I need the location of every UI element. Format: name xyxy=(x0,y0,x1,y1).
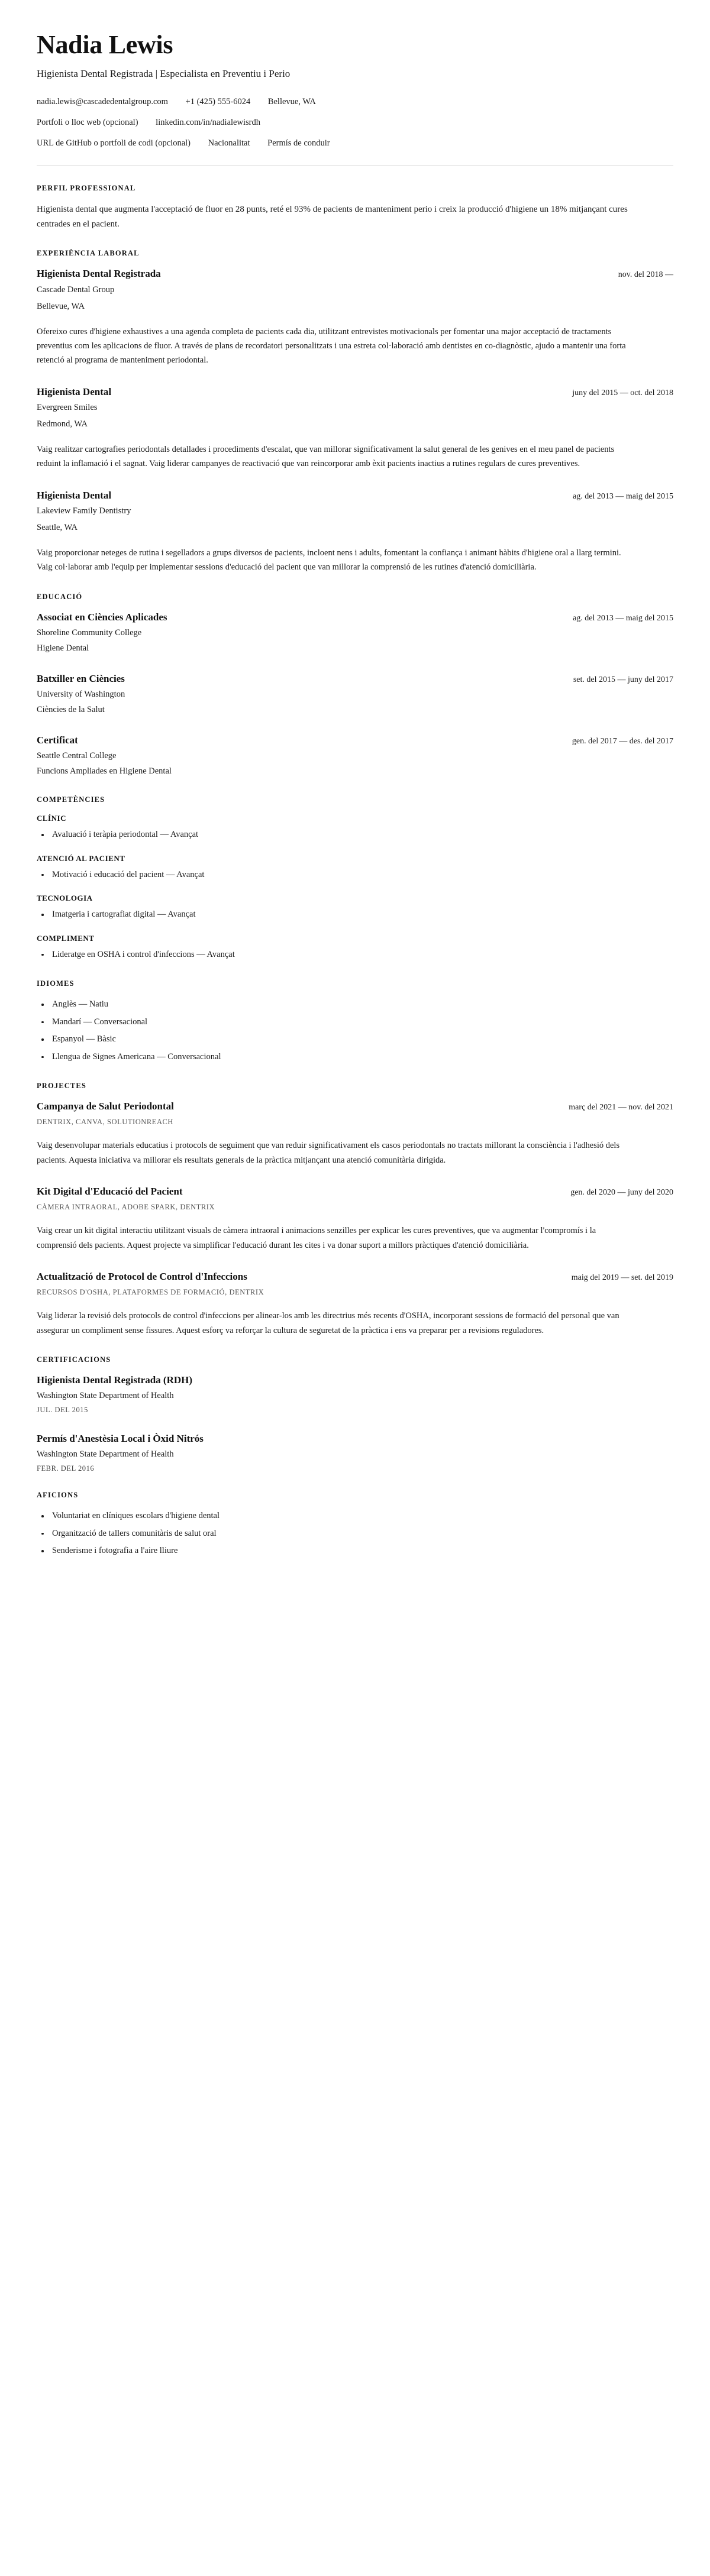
project-date: març del 2021 — nov. del 2021 xyxy=(569,1103,673,1112)
project-description: Vaig crear un kit digital interactiu utilitzant visuals de càmera intraoral i animacions senzilles per explicar les cures preventives, que va augmentar l'compromís i la comprensió dels pacients. Aquest projecte va simplificar l'educació durant les cites i va donar suport a millors pràctiques d'atenció domiciliària. xyxy=(37,1226,596,1250)
field-of-study: Ciències de la Salut xyxy=(37,705,105,715)
education-entry xyxy=(37,734,673,778)
project-entry xyxy=(37,1270,673,1338)
school-name: Seattle Central College xyxy=(37,751,117,761)
section-experience xyxy=(37,249,673,574)
skill-list xyxy=(37,948,673,962)
education-entry xyxy=(37,672,673,716)
degree-name: Batxiller en Ciències xyxy=(37,672,125,684)
entry-header xyxy=(37,1270,673,1283)
project-name: Actualització de Protocol de Control d'Infeccions xyxy=(37,1271,247,1282)
contact-github[interactable]: URL de GitHub o portfoli de codi (opcional) xyxy=(37,138,191,148)
experience-entry xyxy=(37,267,673,367)
language-item: Llengua de Signes Americana — Conversacional xyxy=(37,1050,673,1064)
section-title-interests: AFICIONS xyxy=(37,1491,79,1500)
entry-header xyxy=(37,386,673,399)
job-date: ag. del 2013 — maig del 2015 xyxy=(573,491,673,501)
project-description: Vaig liderar la revisió dels protocols de control d'infeccions per alinear-los amb les directrius més recents d'OSHA, incorporant sessions de formació del personal que van assegurar un compliment sense fissures. Aquest esforç va reforçar la cultura de seguretat de la pràctica i ens va preparar per a revisions reguladores. xyxy=(37,1311,619,1335)
entry-header xyxy=(37,611,673,624)
job-description: Ofereixo cures d'higiene exhaustives a una agenda completa de pacients cada dia, utilitzant entrevistes motivacionals per fomentar una major acceptació de tractaments preventius com les aplicacions de fluor. A través de plans de recordatori personalitzats i una estreta col·laboració amb dentistes en co-diagnòstic, ajudo a mantenir una forta retenció al programa de manteniment periodontal. xyxy=(37,326,626,365)
project-stack: DENTRIX, CANVA, SOLUTIONREACH xyxy=(37,1118,173,1127)
contact-row-1 xyxy=(37,96,673,109)
entry-header xyxy=(37,267,673,280)
entry-header xyxy=(37,1100,673,1113)
skill-list xyxy=(37,828,673,842)
experience-entry xyxy=(37,386,673,471)
contact-block xyxy=(37,96,673,150)
certification-date: JUL. DEL 2015 xyxy=(37,1406,88,1415)
skill-item: Lideratge en OSHA i control d'infeccions — Avançat xyxy=(37,948,673,962)
language-item: Espanyol — Bàsic xyxy=(37,1033,673,1046)
project-entry xyxy=(37,1185,673,1253)
contact-nationality: Nacionalitat xyxy=(208,138,250,148)
field-of-study: Higiene Dental xyxy=(37,643,89,653)
project-date: gen. del 2020 — juny del 2020 xyxy=(570,1188,673,1198)
entry-header xyxy=(37,672,673,685)
certification-entry xyxy=(37,1432,673,1473)
entry-header xyxy=(37,489,673,502)
project-name: Campanya de Salut Periodontal xyxy=(37,1101,174,1112)
skill-group xyxy=(37,814,673,842)
job-role: Higienista Dental xyxy=(37,386,112,397)
contact-linkedin[interactable]: linkedin.com/in/nadialewisrdh xyxy=(156,118,260,128)
degree-date: gen. del 2017 — des. del 2017 xyxy=(572,737,673,746)
job-location: Redmond, WA xyxy=(37,419,88,429)
contact-driving-licence: Permís de conduir xyxy=(267,138,330,148)
job-description: Vaig realitzar cartografies periodontals detallades i procediments d'escalat, que van millorar significativament la salut general de les genives en el meu panel de pacients reduint la inflamació i el sagnat. Vaig liderar campanyes de reactivació que van reincorporar amb èxit pacients inactius a rutines regulars de cures preventives. xyxy=(37,445,615,469)
school-name: Shoreline Community College xyxy=(37,627,142,637)
resume-header xyxy=(37,31,673,150)
certification-entry xyxy=(37,1374,673,1415)
candidate-headline: Higienista Dental Registrada | Especialista en Preventiu i Perio xyxy=(37,67,291,79)
skill-group-name: TECNOLOGIA xyxy=(37,894,93,903)
skill-list xyxy=(37,868,673,882)
certification-name: Higienista Dental Registrada (RDH) xyxy=(37,1374,193,1386)
skill-group xyxy=(37,934,673,962)
job-location: Seattle, WA xyxy=(37,522,78,532)
degree-date: ag. del 2013 — maig del 2015 xyxy=(573,613,673,623)
skill-group xyxy=(37,854,673,882)
interest-list xyxy=(37,1509,673,1558)
section-skills xyxy=(37,795,673,962)
section-title-certifications: CERTIFICACIONS xyxy=(37,1355,111,1364)
job-date: juny del 2015 — oct. del 2018 xyxy=(572,388,673,397)
section-interests xyxy=(37,1491,673,1558)
language-item: Anglès — Natiu xyxy=(37,998,673,1011)
section-title-skills: COMPETÈNCIES xyxy=(37,795,105,804)
skill-group-name: ATENCIÓ AL PACIENT xyxy=(37,853,125,863)
project-entry xyxy=(37,1100,673,1167)
job-role: Higienista Dental xyxy=(37,489,112,501)
skill-list xyxy=(37,908,673,921)
language-item: Mandarí — Conversacional xyxy=(37,1015,673,1029)
certification-issuer: Washington State Department of Health xyxy=(37,1449,174,1459)
section-certifications xyxy=(37,1355,673,1473)
section-title-experience: EXPERIÈNCIA LABORAL xyxy=(37,249,140,258)
section-summary xyxy=(37,184,673,232)
job-role: Higienista Dental Registrada xyxy=(37,268,161,280)
certification-issuer: Washington State Department of Health xyxy=(37,1391,174,1400)
contact-row-2 xyxy=(37,116,673,130)
degree-name: Associat en Ciències Aplicades xyxy=(37,611,167,623)
job-company: Evergreen Smiles xyxy=(37,402,98,412)
project-description: Vaig desenvolupar materials educatius i protocols de seguiment que van reduir significativament els casos periodontals no tractats millorant la consciència i l'adhesió dels pacients. Aquesta iniciativa va millorar els resultats generals de la pràctica mitjançant una atenció comunitària dirigida. xyxy=(37,1141,620,1165)
interest-item: Senderisme i fotografia a l'aire lliure xyxy=(37,1544,673,1558)
education-entry xyxy=(37,611,673,655)
skill-item: Imatgeria i cartografiat digital — Avançat xyxy=(37,908,673,921)
field-of-study: Funcions Ampliades en Higiene Dental xyxy=(37,766,172,776)
skill-group-name: COMPLIMENT xyxy=(37,933,95,943)
project-name: Kit Digital d'Educació del Pacient xyxy=(37,1186,183,1198)
section-projects xyxy=(37,1082,673,1338)
project-stack: RECURSOS D'OSHA, PLATAFORMES DE FORMACIÓ, DENTRIX xyxy=(37,1288,264,1297)
job-date: nov. del 2018 — xyxy=(618,270,673,280)
skill-item: Avaluació i teràpia periodontal — Avançat xyxy=(37,828,673,842)
candidate-name: Nadia Lewis xyxy=(37,30,173,59)
project-stack: CÀMERA INTRAORAL, ADOBE SPARK, DENTRIX xyxy=(37,1203,215,1212)
entry-header xyxy=(37,1185,673,1198)
job-company: Lakeview Family Dentistry xyxy=(37,506,131,516)
language-list xyxy=(37,998,673,1064)
experience-entry xyxy=(37,489,673,575)
section-languages xyxy=(37,979,673,1064)
contact-location: Bellevue, WA xyxy=(267,97,316,107)
section-title-education: EDUCACIÓ xyxy=(37,592,83,601)
skill-group-name: CLÍNIC xyxy=(37,814,66,823)
section-education xyxy=(37,593,673,778)
degree-date: set. del 2015 — juny del 2017 xyxy=(573,675,673,684)
skill-group xyxy=(37,894,673,921)
project-date: maig del 2019 — set. del 2019 xyxy=(571,1273,673,1282)
certification-name: Permís d'Anestèsia Local i Òxid Nitrós xyxy=(37,1433,204,1445)
degree-name: Certificat xyxy=(37,734,78,746)
interest-item: Voluntariat en clíniques escolars d'higiene dental xyxy=(37,1509,673,1523)
job-company: Cascade Dental Group xyxy=(37,284,115,295)
skill-item: Motivació i educació del pacient — Avançat xyxy=(37,868,673,882)
school-name: University of Washington xyxy=(37,690,125,700)
section-title-languages: IDIOMES xyxy=(37,979,75,988)
contact-row-3 xyxy=(37,137,673,150)
certification-date: FEBR. DEL 2016 xyxy=(37,1464,95,1473)
contact-phone: +1 (425) 555-6024 xyxy=(185,97,251,107)
job-description: Vaig proporcionar neteges de rutina i segelladors a grups diversos de pacients, incloent nens i adults, fomentant la confiança i animant hàbits d'higiene oral a llarg termini. Vaig col·laborar amb l'equip per implementar sessions d'educació del pacient que van millorar la comprensió de les rutines d'atenció domiciliària. xyxy=(37,548,621,572)
job-location: Bellevue, WA xyxy=(37,301,85,311)
summary-text: Higienista dental que augmenta l'acceptació de fluor en 28 punts, reté el 93% de pacients de manteniment perio i creix la producció d'higiene un 18% mitjançant cures centrades en el pacient. xyxy=(37,204,628,229)
section-title-summary: PERFIL PROFESSIONAL xyxy=(37,183,136,192)
interest-item: Organització de tallers comunitàris de salut oral xyxy=(37,1527,673,1541)
contact-email[interactable]: nadia.lewis@cascadedentalgroup.com xyxy=(37,97,168,107)
section-title-projects: PROJECTES xyxy=(37,1082,86,1090)
contact-portfolio[interactable]: Portfoli o lloc web (opcional) xyxy=(37,118,138,128)
entry-header xyxy=(37,734,673,747)
